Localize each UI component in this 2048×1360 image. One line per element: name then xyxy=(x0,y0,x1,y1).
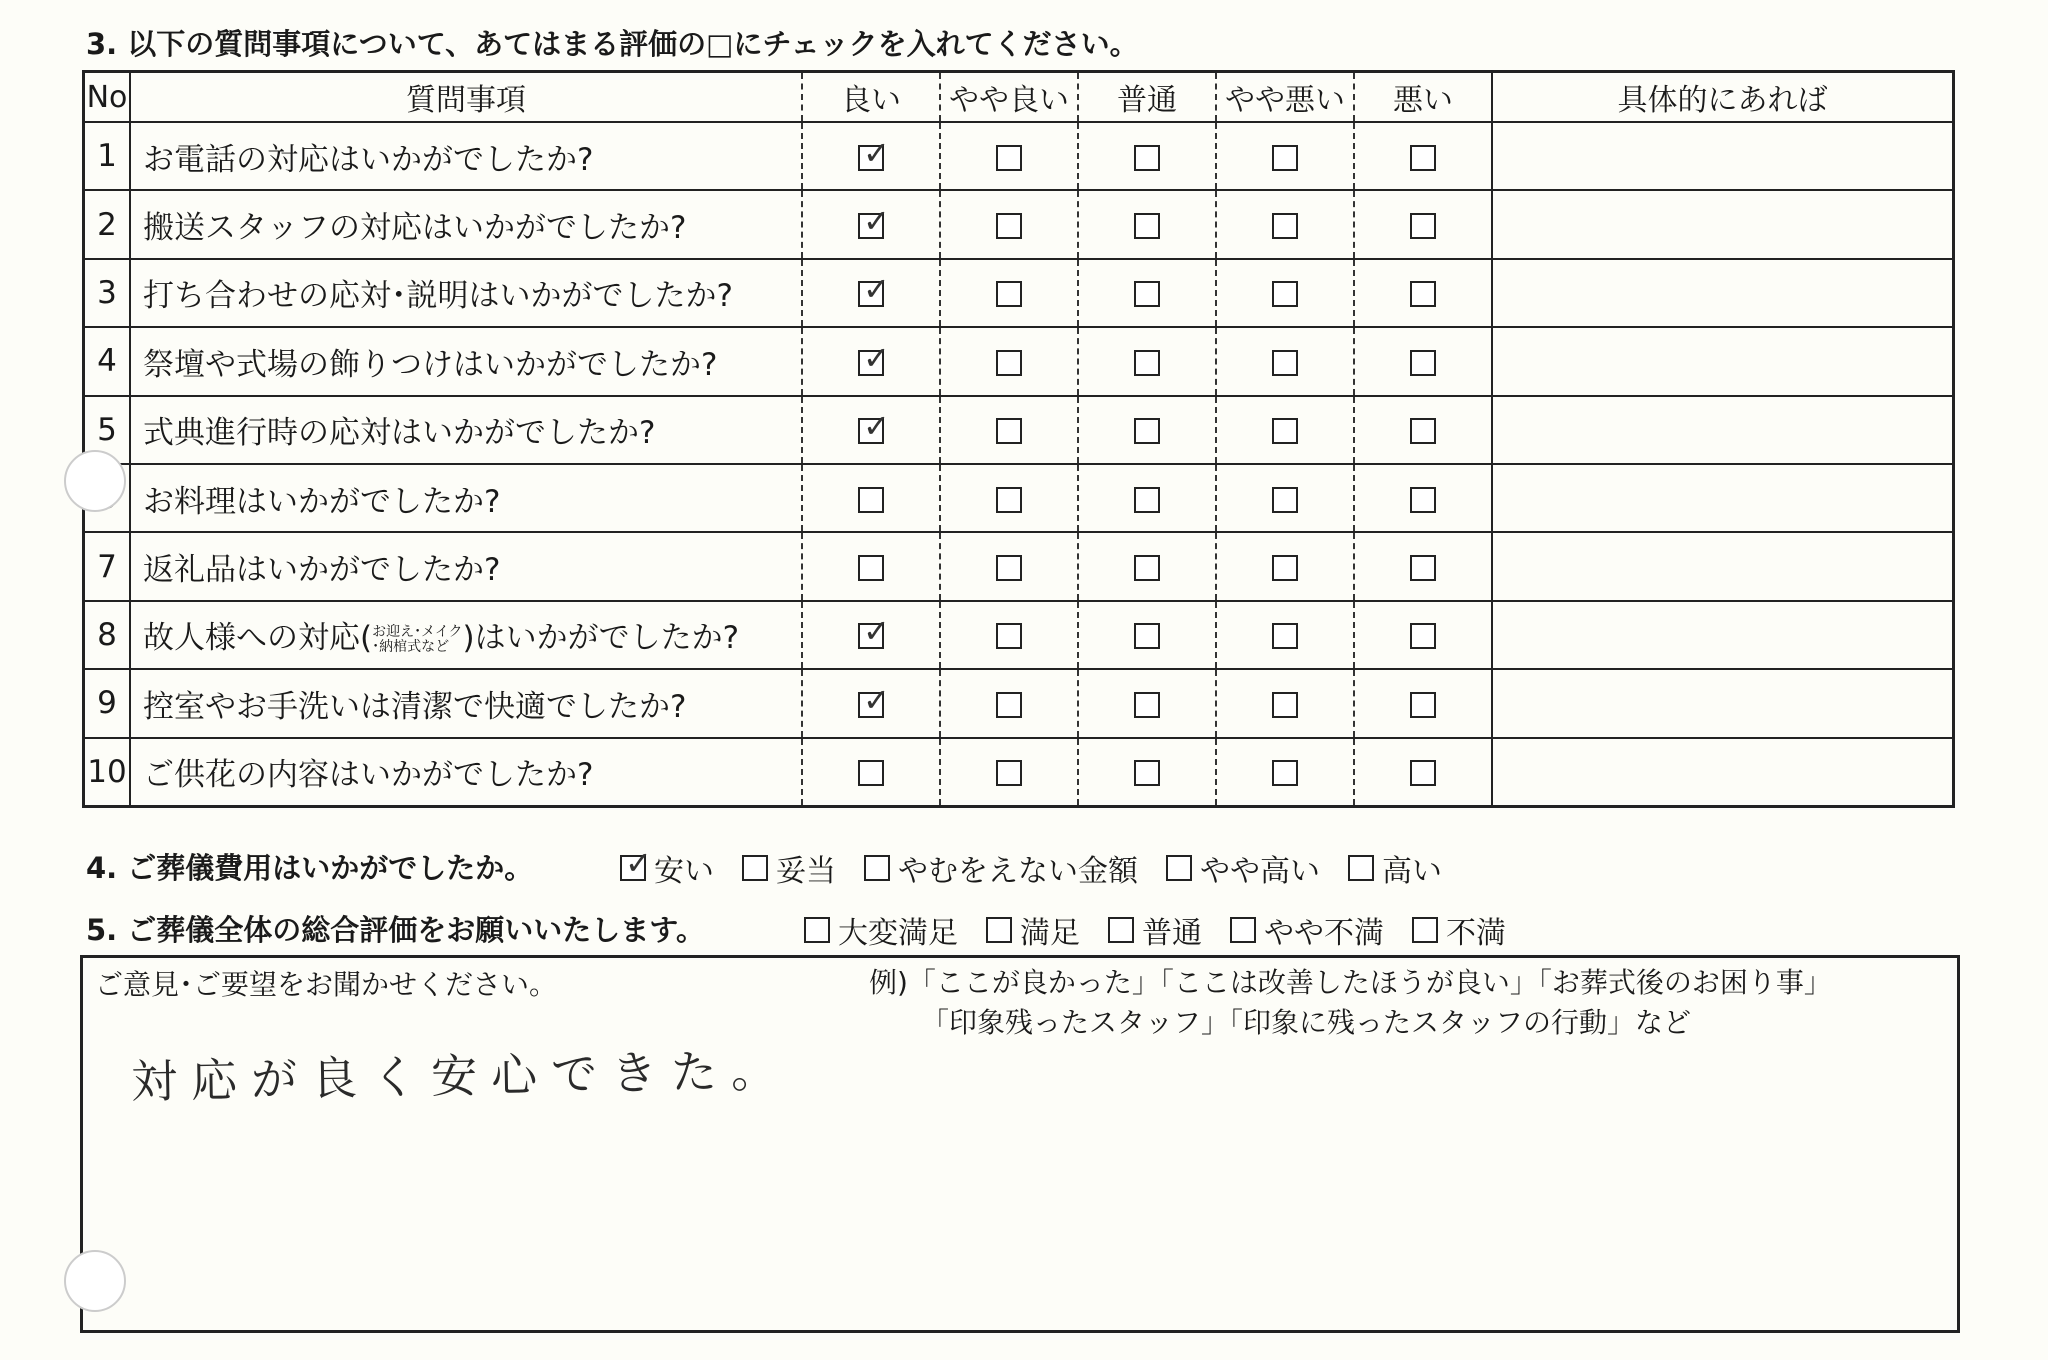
rating-cell-average xyxy=(1078,464,1216,532)
comment-example-line1: 例)「ここが良かった」「ここは改善したほうが良い」「お葬式後のお困り事」 xyxy=(869,966,1832,999)
rating-cell-good xyxy=(802,122,940,190)
checkbox-fairly-good[interactable] xyxy=(996,760,1022,786)
checkbox-average[interactable] xyxy=(1134,145,1160,171)
header-details: 具体的にあれば xyxy=(1492,72,1954,123)
checkbox-good[interactable] xyxy=(858,338,890,377)
section4-option[interactable] xyxy=(1348,846,1442,890)
details-cell[interactable] xyxy=(1492,190,1954,258)
rating-cell-fairly-bad xyxy=(1216,396,1354,464)
rating-cell-fairly-good xyxy=(940,464,1078,532)
table-row xyxy=(84,327,1954,395)
rating-cell-bad xyxy=(1354,259,1492,327)
table-row xyxy=(84,190,1954,258)
checkbox-fairly-good[interactable] xyxy=(996,281,1022,307)
punch-hole-bottom xyxy=(64,1250,126,1312)
checkbox-average[interactable] xyxy=(1134,555,1160,581)
section5-option-label: 普通 xyxy=(1142,916,1202,951)
rating-cell-good xyxy=(802,464,940,532)
checkbox-good[interactable] xyxy=(858,487,884,513)
rating-cell-fairly-bad xyxy=(1216,122,1354,190)
check-mark-icon: ✓ xyxy=(863,680,890,719)
table-row xyxy=(84,259,1954,327)
check-mark-icon: ✓ xyxy=(863,202,890,241)
rating-cell-bad xyxy=(1354,738,1492,807)
header-rating-bad: 悪い xyxy=(1354,72,1492,123)
question-text: 控室やお手洗いは清潔で快適でしたか? xyxy=(130,669,802,737)
rating-cell-fairly-bad xyxy=(1216,601,1354,669)
section5-option-checkbox[interactable] xyxy=(986,917,1012,943)
rating-cell-average xyxy=(1078,669,1216,737)
rating-cell-average xyxy=(1078,190,1216,258)
section4-option-checkbox[interactable] xyxy=(1166,855,1192,881)
rating-cell-fairly-good xyxy=(940,669,1078,737)
rating-cell-good xyxy=(802,259,940,327)
checkbox-fairly-bad[interactable] xyxy=(1272,623,1298,649)
section4-option-label: やむをえない金額 xyxy=(898,854,1138,889)
table-row xyxy=(84,122,1954,190)
check-mark-icon: ✓ xyxy=(863,338,890,377)
section4-option-checkbox[interactable] xyxy=(864,855,890,881)
checkbox-fairly-good[interactable] xyxy=(996,213,1022,239)
checkbox-bad[interactable] xyxy=(1410,418,1436,444)
rating-cell-fairly-good xyxy=(940,601,1078,669)
section4-option[interactable] xyxy=(620,846,714,890)
rating-cell-good xyxy=(802,190,940,258)
checkbox-average[interactable] xyxy=(1134,418,1160,444)
rating-cell-fairly-good xyxy=(940,532,1078,600)
section4-option-checkbox[interactable] xyxy=(742,855,768,881)
rating-cell-average xyxy=(1078,532,1216,600)
table-row xyxy=(84,464,1954,532)
question-text: お料理はいかがでしたか? xyxy=(130,464,802,532)
details-cell[interactable] xyxy=(1492,259,1954,327)
handwritten-comment: 対応が良く安心できた。 xyxy=(130,1043,792,1109)
section5-option-label: 大変満足 xyxy=(838,916,958,951)
section4-option-checkbox[interactable] xyxy=(1348,855,1374,881)
question-note-line2: ･納棺式など xyxy=(372,638,450,655)
rating-cell-fairly-good xyxy=(940,122,1078,190)
rating-cell-good xyxy=(802,601,940,669)
section5-option[interactable] xyxy=(1108,908,1202,952)
checkbox-good[interactable] xyxy=(858,407,890,446)
section4-heading: 4. ご葬儀費用はいかがでしたか。 xyxy=(86,851,534,885)
section4-option[interactable] xyxy=(864,846,1138,890)
check-mark-icon: ✓ xyxy=(863,133,890,172)
checkbox-fairly-bad[interactable] xyxy=(1272,145,1298,171)
checkbox-bad[interactable] xyxy=(1410,487,1436,513)
checkbox-average[interactable] xyxy=(1134,487,1160,513)
rating-cell-fairly-good xyxy=(940,259,1078,327)
comment-example-line2: 「印象残ったスタッフ」「印象に残ったスタッフの行動」など xyxy=(921,1006,1692,1039)
table-row xyxy=(84,669,1954,737)
rating-cell-fairly-good xyxy=(940,190,1078,258)
checkbox-good[interactable] xyxy=(858,133,890,172)
section4-option-label: やや高い xyxy=(1200,854,1320,889)
checkbox-fairly-bad[interactable] xyxy=(1272,760,1298,786)
checkbox-fairly-bad[interactable] xyxy=(1272,350,1298,376)
checkbox-average[interactable] xyxy=(1134,350,1160,376)
header-rating-average: 普通 xyxy=(1078,72,1216,123)
checkbox-average[interactable] xyxy=(1134,760,1160,786)
header-rating-good: 良い xyxy=(802,72,940,123)
question-text: ご供花の内容はいかがでしたか? xyxy=(130,738,802,807)
question-text: 式典進行時の応対はいかがでしたか? xyxy=(130,396,802,464)
checkbox-good[interactable] xyxy=(858,555,884,581)
checkbox-fairly-good[interactable] xyxy=(996,350,1022,376)
section5-option-label: やや不満 xyxy=(1264,916,1384,951)
rating-cell-fairly-bad xyxy=(1216,327,1354,395)
rating-cell-fairly-good xyxy=(940,327,1078,395)
table-row xyxy=(84,601,1954,669)
rating-cell-average xyxy=(1078,396,1216,464)
question-text: 搬送スタッフの対応はいかがでしたか? xyxy=(130,190,802,258)
row-number: 1 xyxy=(84,122,131,190)
rating-cell-bad xyxy=(1354,532,1492,600)
checkbox-fairly-bad[interactable] xyxy=(1272,418,1298,444)
checkbox-fairly-good[interactable] xyxy=(996,692,1022,718)
section5-option-checkbox[interactable] xyxy=(804,917,830,943)
checkbox-fairly-good[interactable] xyxy=(996,487,1022,513)
row-number: 2 xyxy=(84,190,131,258)
checkbox-good[interactable] xyxy=(858,270,890,309)
section5-option[interactable] xyxy=(804,908,958,952)
checkbox-good[interactable] xyxy=(858,612,890,651)
check-mark-icon: ✓ xyxy=(863,407,890,446)
details-cell[interactable] xyxy=(1492,738,1954,807)
checkbox-fairly-bad[interactable] xyxy=(1272,213,1298,239)
checkbox-bad[interactable] xyxy=(1410,760,1436,786)
check-mark-icon: ✓ xyxy=(625,844,652,882)
details-cell[interactable] xyxy=(1492,532,1954,600)
section5-option-label: 不満 xyxy=(1446,916,1506,951)
section5-option[interactable] xyxy=(986,908,1080,952)
question-text: 返礼品はいかがでしたか? xyxy=(130,532,802,600)
rating-cell-fairly-bad xyxy=(1216,464,1354,532)
rating-cell-bad xyxy=(1354,601,1492,669)
checkbox-average[interactable] xyxy=(1134,692,1160,718)
row-number: 10 xyxy=(84,738,131,807)
row-number: 3 xyxy=(84,259,131,327)
checkbox-good[interactable] xyxy=(858,760,884,786)
punch-hole-top xyxy=(64,450,126,512)
section5-option-checkbox[interactable] xyxy=(1108,917,1134,943)
checkbox-bad[interactable] xyxy=(1410,692,1436,718)
section5-option[interactable] xyxy=(1412,908,1506,952)
checkbox-bad[interactable] xyxy=(1410,623,1436,649)
checkbox-bad[interactable] xyxy=(1410,145,1436,171)
row-number: 7 xyxy=(84,532,131,600)
checkbox-fairly-bad[interactable] xyxy=(1272,692,1298,718)
question-text-part: )はいかがでしたか? xyxy=(462,620,740,657)
rating-cell-fairly-bad xyxy=(1216,259,1354,327)
section4-option-label: 安い xyxy=(654,854,714,889)
question-note-line1: お迎え･メイク xyxy=(372,623,463,640)
header-no: No xyxy=(84,72,131,123)
table-row xyxy=(84,738,1954,807)
details-cell[interactable] xyxy=(1492,122,1954,190)
rating-cell-fairly-good xyxy=(940,738,1078,807)
question-text: 打ち合わせの応対･説明はいかがでしたか? xyxy=(130,259,802,327)
question-text: 祭壇や式場の飾りつけはいかがでしたか? xyxy=(130,327,802,395)
section5-options xyxy=(804,908,1534,952)
checkbox-bad[interactable] xyxy=(1410,213,1436,239)
check-mark-icon: ✓ xyxy=(863,270,890,309)
checkbox-fairly-bad[interactable] xyxy=(1272,487,1298,513)
section4-option-label: 妥当 xyxy=(776,854,836,889)
comment-prompt: ご意見･ご要望をお聞かせください。 xyxy=(95,968,558,1001)
rating-cell-bad xyxy=(1354,464,1492,532)
header-question: 質問事項 xyxy=(130,72,802,123)
section4-option[interactable] xyxy=(742,846,836,890)
details-cell[interactable] xyxy=(1492,327,1954,395)
rating-cell-fairly-bad xyxy=(1216,669,1354,737)
rating-cell-average xyxy=(1078,738,1216,807)
checkbox-fairly-bad[interactable] xyxy=(1272,555,1298,581)
details-cell[interactable] xyxy=(1492,396,1954,464)
table-row xyxy=(84,532,1954,600)
comment-example xyxy=(869,963,1832,1043)
row-number: 4 xyxy=(84,327,131,395)
rating-cell-fairly-bad xyxy=(1216,738,1354,807)
question-text-part: 故人様への対応( xyxy=(143,620,373,657)
rating-cell-fairly-bad xyxy=(1216,190,1354,258)
checkbox-bad[interactable] xyxy=(1410,281,1436,307)
checkbox-average[interactable] xyxy=(1134,623,1160,649)
checkbox-fairly-bad[interactable] xyxy=(1272,281,1298,307)
rating-cell-bad xyxy=(1354,669,1492,737)
survey-table xyxy=(82,70,1955,808)
checkbox-fairly-good[interactable] xyxy=(996,145,1022,171)
checkbox-bad[interactable] xyxy=(1410,350,1436,376)
header-rating-fairly-bad: やや悪い xyxy=(1216,72,1354,123)
checkbox-fairly-good[interactable] xyxy=(996,555,1022,581)
checkbox-fairly-good[interactable] xyxy=(996,623,1022,649)
rating-cell-average xyxy=(1078,122,1216,190)
header-rating-fairly-good: やや良い xyxy=(940,72,1078,123)
row-number: 5 xyxy=(84,396,131,464)
rating-cell-fairly-bad xyxy=(1216,532,1354,600)
rating-cell-good xyxy=(802,396,940,464)
rating-cell-average xyxy=(1078,327,1216,395)
section4-option-checkbox[interactable] xyxy=(620,844,652,882)
rating-cell-bad xyxy=(1354,122,1492,190)
rating-cell-good xyxy=(802,738,940,807)
rating-cell-good xyxy=(802,532,940,600)
table-row xyxy=(84,396,1954,464)
details-cell[interactable] xyxy=(1492,601,1954,669)
details-cell[interactable] xyxy=(1492,669,1954,737)
checkbox-good[interactable] xyxy=(858,680,890,719)
checkbox-average[interactable] xyxy=(1134,281,1160,307)
checkbox-bad[interactable] xyxy=(1410,555,1436,581)
rating-cell-bad xyxy=(1354,327,1492,395)
rating-cell-average xyxy=(1078,259,1216,327)
section4-option-label: 高い xyxy=(1382,854,1442,889)
checkbox-good[interactable] xyxy=(858,202,890,241)
comment-box[interactable] xyxy=(80,955,1960,1333)
section3-heading: 3. 以下の質問事項について、あてはまる評価の□にチェックを入れてください。 xyxy=(86,27,1139,61)
question-text: お電話の対応はいかがでしたか? xyxy=(130,122,802,190)
section5-option-checkbox[interactable] xyxy=(1230,917,1256,943)
section5-option[interactable] xyxy=(1230,908,1384,952)
section5-option-checkbox[interactable] xyxy=(1412,917,1438,943)
details-cell[interactable] xyxy=(1492,464,1954,532)
table-header-row xyxy=(84,72,1954,123)
checkbox-average[interactable] xyxy=(1134,213,1160,239)
rating-cell-bad xyxy=(1354,190,1492,258)
section4-option[interactable] xyxy=(1166,846,1320,890)
rating-cell-good xyxy=(802,669,940,737)
rating-cell-fairly-good xyxy=(940,396,1078,464)
row-number: 9 xyxy=(84,669,131,737)
row-number: 8 xyxy=(84,601,131,669)
section4-options xyxy=(620,846,1470,890)
check-mark-icon: ✓ xyxy=(863,612,890,651)
section5-heading: 5. ご葬儀全体の総合評価をお願いいたします。 xyxy=(86,913,705,947)
question-note xyxy=(372,625,462,656)
rating-cell-bad xyxy=(1354,396,1492,464)
rating-cell-good xyxy=(802,327,940,395)
rating-cell-average xyxy=(1078,601,1216,669)
question-text xyxy=(130,601,802,669)
checkbox-fairly-good[interactable] xyxy=(996,418,1022,444)
section5-option-label: 満足 xyxy=(1020,916,1080,951)
